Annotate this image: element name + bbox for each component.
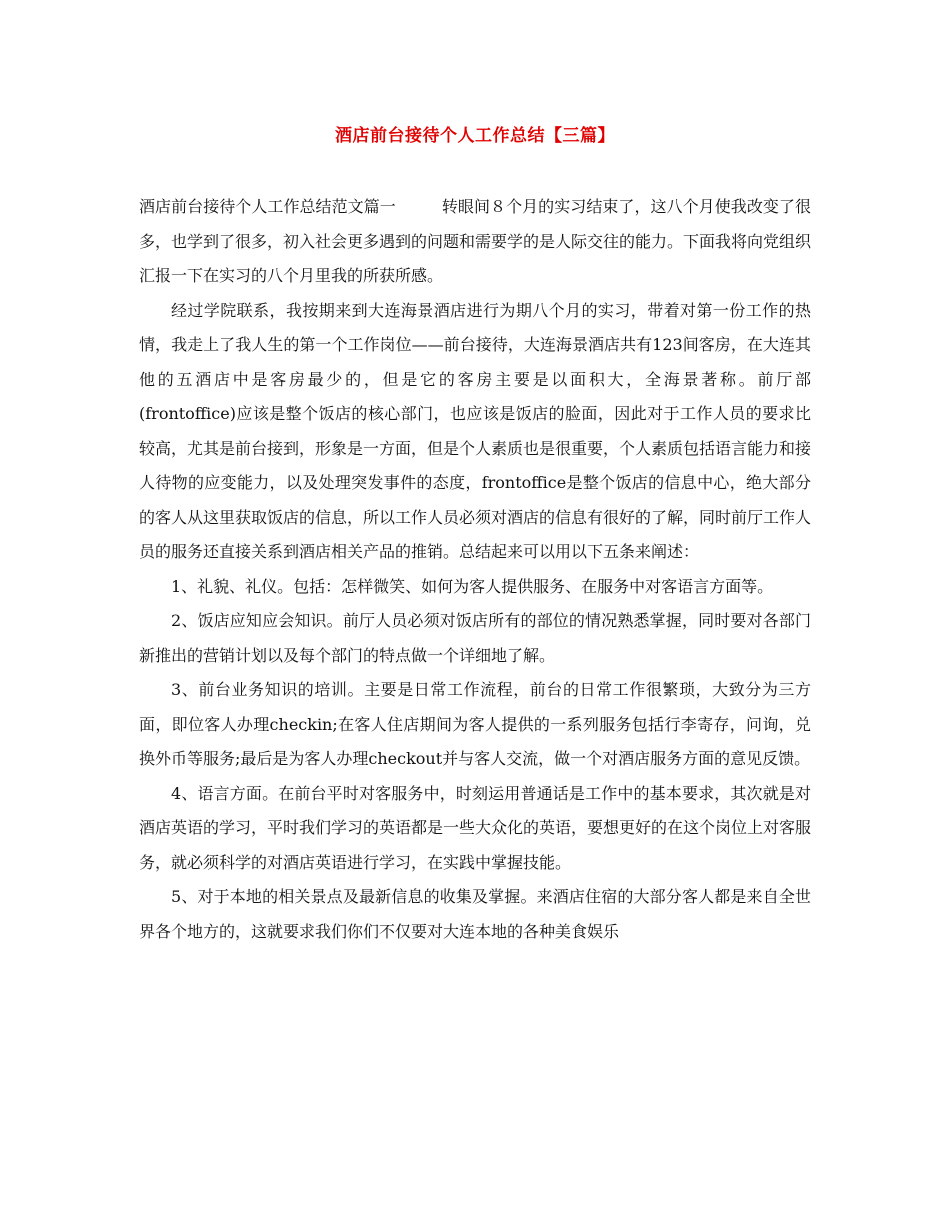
paragraph-intro (139, 190, 811, 294)
paragraph-lead: 酒店前台接待个人工作总结范文篇一 (139, 197, 396, 216)
paragraph: 经过学院联系，我按期来到大连海景酒店进行为期八个月的实习，带着对第一份工作的热情，我走上了我人生的第一个工作岗位——前台接待，大连海景酒店共有123间客房，在大连其他的五酒店中是客房最少的，但是它的客房主要是以面积大，全海景著称。前厅部(frontoffice)应该是整个饭店的核心部门，也应该是饭店的脸面，因此对于工作人员的要求比较高，尤其是前台接到，形象是一方面，但是个人素质也是很重要，个人素质包括语言能力和接人待物的应变能力，以及处理突发事件的态度，frontoffice是整个饭店的信息中心，绝大部分的客人从这里获取饭店的信息，所以工作人员必须对酒店的信息有很好的了解，同时前厅工作人员的服务还直接关系到酒店相关产品的推销。总结起来可以用以下五条来阐述： (139, 300, 812, 561)
document-body (139, 190, 811, 949)
list-item: 2、饭店应知应会知识。前厅人员必须对饭店所有的部位的情况熟悉掌握，同时要对各部门新推出的营销计划以及每个部门的特点做一个详细地了解。 (139, 611, 811, 665)
list-item: 5、对于本地的相关景点及最新信息的收集及掌握。来酒店住宿的大部分客人都是来自全世界各个地方的，这就要求我们你们不仅要对大连本地的各种美食娱乐 (139, 887, 811, 941)
document-title: 酒店前台接待个人工作总结【三篇】 (335, 126, 615, 146)
paragraph-text: 转眼间８个月的实习结束了，这八个月使我改变了很多，也学到了很多，初入社会更多遇到的问题和需要学的是人际交往的能力。下面我将向党组织汇报一下在实习的八个月里我的所获所感。 (139, 197, 812, 285)
list-item: 3、前台业务知识的培训。主要是日常工作流程，前台的日常工作很繁琐，大致分为三方面，即位客人办理checkin;在客人住店期间为客人提供的一系列服务包括行李寄存，问询，兑换外币等服务;最后是为客人办理checkout并与客人交流，做一个对酒店服务方面的意见反馈。 (139, 680, 811, 768)
list-item: 1、礼貌、礼仪。包括：怎样微笑、如何为客人提供服务、在服务中对客语言方面等。 (171, 576, 774, 596)
list-item: 4、语言方面。在前台平时对客服务中，时刻运用普通话是工作中的基本要求，其次就是对酒店英语的学习，平时我们学习的英语都是一些大众化的英语，要想更好的在这个岗位上对客服务，就必须科学的对酒店英语进行学习，在实践中掌握技能。 (139, 783, 812, 872)
